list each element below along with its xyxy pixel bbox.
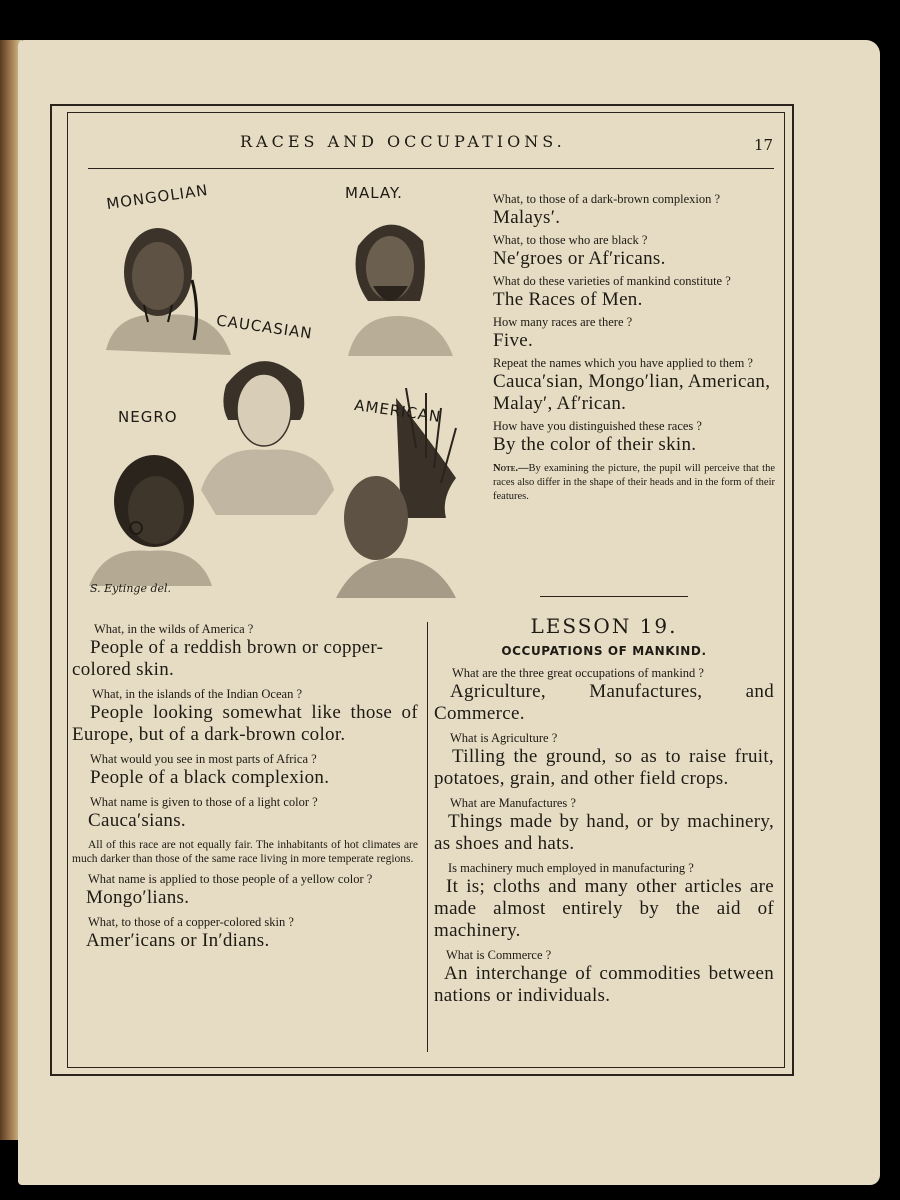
answer: Things made by hand, or by machinery, as shoes and hats. bbox=[434, 811, 774, 854]
qa-item bbox=[493, 356, 775, 415]
race-note: All of this race are not equally fair. The inhabitants of hot climates are much darker than those of the same race living in more temperate regions. bbox=[72, 839, 418, 865]
answer: The Races of Men. bbox=[493, 289, 643, 310]
question: What would you see in most parts of Africa ? bbox=[90, 752, 317, 766]
qa-item bbox=[434, 666, 774, 725]
qa-item bbox=[72, 795, 418, 832]
answer: People of a reddish brown or copper-colored skin. bbox=[72, 637, 384, 680]
running-head: RACES AND OCCUPATIONS. bbox=[240, 132, 566, 151]
engraver-signature: S. Eytinge del. bbox=[90, 582, 172, 595]
qa-item bbox=[434, 731, 774, 790]
lesson-19-section bbox=[434, 614, 774, 1007]
note-label: Note.— bbox=[493, 463, 529, 474]
column-divider bbox=[427, 622, 428, 1052]
right-top-qa bbox=[493, 192, 775, 504]
answer: It is; cloths and many other articles are made almost entirely by the aid of machinery. bbox=[434, 876, 774, 941]
question: What is Agriculture ? bbox=[450, 731, 558, 745]
answer: Mongo′lians. bbox=[86, 887, 190, 908]
qa-item bbox=[72, 872, 418, 909]
answer: Tilling the ground, so as to raise fruit, potatoes, grain, and other field crops. bbox=[434, 746, 774, 789]
page-number: 17 bbox=[754, 136, 774, 154]
question: What, in the islands of the Indian Ocean ? bbox=[92, 687, 302, 701]
answer: Cauca′sians. bbox=[88, 810, 186, 831]
answer: Malays′. bbox=[493, 207, 561, 228]
qa-item bbox=[72, 622, 418, 681]
question: What name is applied to those people of a yellow color ? bbox=[88, 872, 373, 886]
answer: Ne′groes or Af′ricans. bbox=[493, 248, 666, 269]
qa-item bbox=[72, 752, 418, 789]
question: Is machinery much employed in manufacturing ? bbox=[448, 861, 694, 875]
lesson-subtitle: OCCUPATIONS OF MANKIND. bbox=[501, 644, 707, 658]
question: What do these varieties of mankind constitute ? bbox=[493, 274, 731, 288]
answer: Cauca′sian, Mongo′lian, American, Malay′, Af′rican. bbox=[493, 371, 771, 414]
qa-item bbox=[493, 274, 775, 311]
qa-item bbox=[72, 915, 418, 952]
answer: Agriculture, Manufactures, and Commerce. bbox=[434, 681, 774, 724]
mongolian-portrait bbox=[96, 210, 236, 360]
question: What are Manufactures ? bbox=[450, 796, 576, 810]
negro-portrait bbox=[84, 446, 214, 596]
question: What are the three great occupations of mankind ? bbox=[452, 666, 704, 680]
question: What, to those of a dark-brown complexion ? bbox=[493, 192, 721, 206]
qa-item bbox=[493, 315, 775, 352]
question: What is Commerce ? bbox=[446, 948, 552, 962]
answer: An interchange of commodities between nations or individuals. bbox=[434, 963, 774, 1006]
caption-mongolian: MONGOLIAN bbox=[105, 180, 210, 214]
question: How have you distinguished these races ? bbox=[493, 419, 702, 433]
header-rule bbox=[88, 168, 774, 169]
caption-caucasian: CAUCASIAN bbox=[215, 311, 314, 343]
question: What, to those who are black ? bbox=[493, 233, 648, 247]
qa-item bbox=[434, 796, 774, 855]
qa-item bbox=[493, 419, 775, 456]
question: What, in the wilds of America ? bbox=[94, 622, 254, 636]
note-text: By examining the picture, the pupil will perceive that the races also differ in the shape of their heads and in the form of their features. bbox=[493, 463, 775, 502]
question: How many races are there ? bbox=[493, 315, 633, 329]
lesson-rule bbox=[540, 596, 688, 597]
answer: Five. bbox=[493, 330, 534, 351]
left-bottom-qa bbox=[72, 622, 418, 952]
qa-item bbox=[493, 233, 775, 270]
lesson-title: LESSON 19. bbox=[530, 614, 678, 638]
answer: Amer′icans or In′dians. bbox=[86, 930, 270, 951]
picture-note bbox=[493, 462, 775, 504]
malay-portrait bbox=[328, 206, 458, 356]
qa-item bbox=[434, 948, 774, 1007]
answer: People looking somewhat like those of Europe, but of a dark-brown color. bbox=[72, 702, 418, 745]
answer: People of a black complexion. bbox=[90, 767, 330, 788]
question: Repeat the names which you have applied to them ? bbox=[493, 356, 753, 370]
caucasian-portrait bbox=[196, 340, 336, 520]
american-portrait bbox=[326, 388, 471, 608]
qa-item bbox=[72, 687, 418, 746]
caption-negro: NEGRO bbox=[118, 408, 178, 426]
question: What, to those of a copper-colored skin ? bbox=[88, 915, 294, 929]
caption-malay: MALAY. bbox=[345, 184, 403, 202]
qa-item bbox=[493, 192, 775, 229]
question: What name is given to those of a light color ? bbox=[90, 795, 318, 809]
qa-item bbox=[434, 861, 774, 942]
caption-american: AMERICAN bbox=[353, 395, 443, 427]
answer: By the color of their skin. bbox=[493, 434, 697, 455]
